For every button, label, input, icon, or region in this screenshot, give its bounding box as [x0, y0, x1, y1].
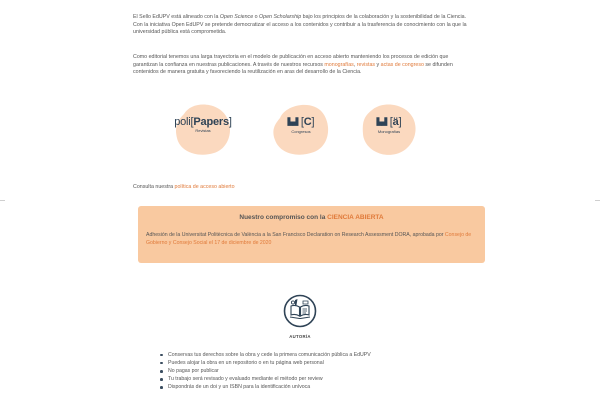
- bullet-icon: [160, 378, 163, 381]
- consulta-text: Consulta nuestra: [133, 184, 175, 190]
- bullet-icon: [160, 386, 163, 389]
- p1-text-o: o: [253, 14, 260, 20]
- bracket-close: ]: [228, 116, 232, 128]
- commitment-text-a: Adhesión de la Universitat Politècnica de València a la San Francisco Declaration on Research Assessment DORA, aprobada por: [146, 232, 445, 238]
- commitment-title: [138, 214, 485, 221]
- bracket-close: ]: [398, 116, 402, 128]
- logo-sub: Monografías: [377, 129, 401, 134]
- commitment-title-a: Nuestro compromiso con la: [239, 214, 328, 221]
- left-edge-mark: [0, 200, 5, 201]
- authorship-title: AUTORÍA: [289, 334, 311, 339]
- monografias-link[interactable]: monografías: [324, 61, 354, 68]
- consulta-line: [133, 184, 235, 190]
- polipapers-logo[interactable]: [174, 102, 232, 156]
- bullet-icon: [160, 362, 163, 365]
- congresos-mark: [272, 116, 330, 135]
- list-item-text: Conservas tus derechos sobre la obra y cede la primera comunicación pública a EdUPV: [168, 352, 371, 358]
- book-icon: ▙▟: [287, 119, 299, 126]
- bullet-icon: [160, 354, 163, 357]
- list-item-text: Tu trabajo será revisado y evaluado mediante el método per review: [168, 376, 323, 383]
- actas-link[interactable]: actas de congreso: [380, 61, 424, 68]
- logo-sub: Revistas: [195, 128, 211, 133]
- bracket-open: [: [389, 116, 393, 128]
- monografias-mark: [360, 116, 418, 135]
- logo-mark-text: ä: [392, 116, 399, 128]
- book-pen-icon: [283, 294, 317, 328]
- authorship-benefits-list: [160, 351, 371, 391]
- bracket-open: [: [190, 116, 194, 128]
- intro-paragraph-1: [133, 14, 473, 37]
- commitment-text: [146, 231, 476, 247]
- list-item: [160, 351, 371, 359]
- p1-text-b: bajo los principios de la colaboración y la sostenibilidad de la Ciencia. Con la iniciativa Open EdUPV se pretende democratizar el acceso a los contenidos y contribuir a la trasferencia de conocimiento con la que la universidad pública está comprometida.: [133, 14, 467, 36]
- logo-prefix: poli: [174, 116, 191, 128]
- list-item-text: Puedes alojar la obra en un repositorio o en tu página web personal: [168, 360, 324, 367]
- polipapers-mark: [174, 116, 232, 134]
- list-item-text: Dispondrás de un doi y un ISBN para la identificación unívoca: [168, 384, 311, 391]
- p2-text-a: Como editorial tenemos una larga trayectoria en el modelo de publicación en acceso abierto manteniendo los procesos de edición que garantizan la confianza en nuestras publicaciones. A través de nuestros recursos: [133, 54, 449, 68]
- congresos-logo[interactable]: [272, 102, 330, 156]
- logo-mark-text: C: [303, 116, 312, 128]
- p2-text-b: se difunden contenidos de manera gratuita y favoreciendo la reutilización en aras del desarrollo de la Ciencia.: [133, 61, 453, 76]
- bullet-icon: [160, 370, 163, 373]
- revistas-link[interactable]: revistas: [356, 61, 376, 68]
- intro-paragraph-2: [133, 54, 473, 77]
- book-icon: ▙▟: [376, 119, 387, 126]
- open-science-term: Open Science: [219, 14, 254, 20]
- bracket-close: ]: [311, 116, 315, 128]
- open-access-policy-link[interactable]: política de acceso abierto: [174, 184, 235, 190]
- logo-mark-text: Papers: [193, 116, 229, 128]
- list-item: [160, 367, 371, 375]
- commitment-title-highlight: CIENCIA ABIERTA: [327, 214, 384, 221]
- commitment-box: [138, 206, 485, 263]
- list-item: [160, 383, 371, 391]
- publication-logos: [174, 102, 434, 162]
- consejo-gobierno-link[interactable]: Consejo de Gobierno y Consejo Social el 17 de diciembre de 2020: [146, 232, 472, 246]
- logo-sub: Congresos: [291, 129, 311, 134]
- right-edge-mark: [595, 200, 600, 201]
- p1-text-a: El Sello EdUPV está alineado con la: [133, 14, 220, 20]
- comma: ,: [353, 61, 357, 68]
- list-item: [160, 375, 371, 383]
- list-item: [160, 359, 371, 367]
- conjunction: y: [375, 61, 381, 68]
- list-item-text: No pagas por publicar: [168, 368, 219, 375]
- monografias-logo[interactable]: [360, 102, 418, 156]
- bracket-open: [: [300, 116, 304, 128]
- open-scholarship-term: Open Scholarship: [259, 14, 302, 20]
